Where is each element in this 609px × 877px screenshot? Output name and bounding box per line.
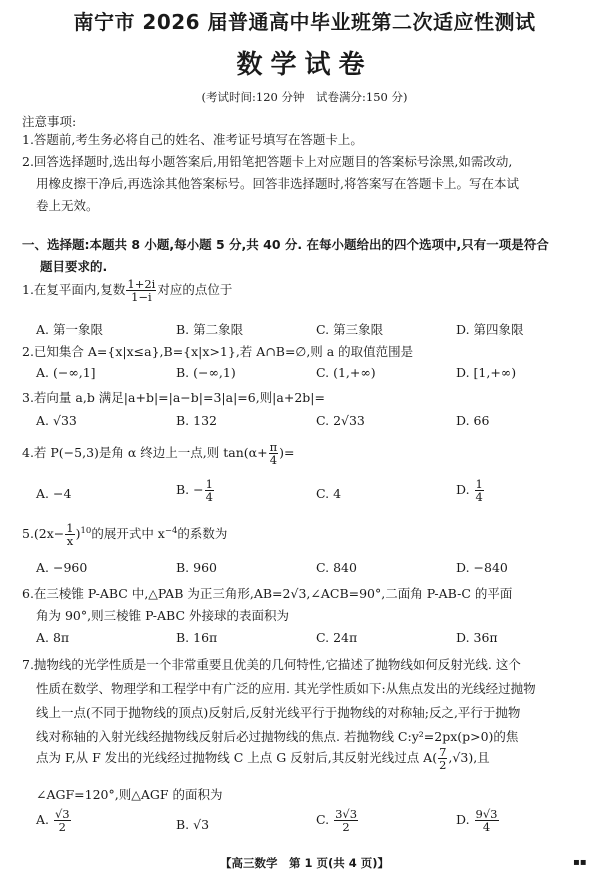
q4-post: )= — [279, 445, 295, 461]
q6-option-c[interactable]: C. 24π — [316, 630, 358, 645]
notice-line-2a: 2.回答选择题时,选出每小题答案后,用铅笔把答题卡上对应题目的答案标号涂黑,如需改动, — [22, 154, 513, 169]
q7-option-b[interactable]: B. √3 — [176, 817, 210, 832]
q1-pre: 1.在复平面内,复数 — [22, 282, 126, 298]
q5-option-d[interactable]: D. −840 — [456, 560, 508, 575]
notice-line-1: 1.答题前,考生务必将自己的姓名、准考证号填写在答题卡上。 — [22, 132, 363, 147]
q4-option-d[interactable]: D. $\frac{1}{4}$ — [456, 477, 483, 505]
q7-option-c[interactable]: C. $\frac{3√3}{2}$ — [316, 807, 358, 835]
q3-option-c[interactable]: C. 2√33 — [316, 413, 365, 428]
question-7-line-4: 线对称轴的入射光线经抛物线反射后必过抛物线的焦点. 若抛物线 C:y²=2px(p>0)的焦 — [36, 729, 519, 744]
q6-option-d[interactable]: D. 36π — [456, 630, 498, 645]
q7-option-d[interactable]: D. $\frac{9√3}{4}$ — [456, 807, 498, 835]
q1-option-b[interactable]: B. 第二象限 — [176, 322, 244, 337]
question-2: 2.已知集合 A={x|x≤a},B={x|x>1},若 A∩B=∅,则 a 的取值范围是 — [22, 344, 414, 359]
q4-fraction: $\frac{\pi}{4}$ — [269, 440, 278, 468]
q4-option-b[interactable]: B. − $\frac{1}{4}$ — [176, 477, 213, 505]
notice-heading: 注意事项: — [22, 114, 77, 129]
q1-post: 对应的点位于 — [157, 282, 233, 298]
q2-option-b[interactable]: B. (−∞,1) — [176, 365, 236, 380]
question-6-line-2: 角为 90°,则三棱锥 P-ABC 外接球的表面积为 — [36, 608, 290, 623]
question-7-line-3: 线上一点(不同于抛物线的顶点)反射后,反射光线平行于抛物线的对称轴;反之,平行于抛物 — [36, 705, 521, 720]
question-5: 5.(2x− $\frac{1}{x}$ )$^{10}$的展开式中 $x^{-4}$的系数为 — [22, 521, 228, 549]
q2-option-c[interactable]: C. (1,+∞) — [316, 365, 376, 380]
q5-fraction: $\frac{1}{x}$ — [66, 521, 74, 549]
q1-option-a[interactable]: A. 第一象限 — [36, 322, 103, 337]
q2-option-d[interactable]: D. [1,+∞) — [456, 365, 517, 380]
question-7-line-1: 7.抛物线的光学性质是一个非常重要且优美的几何特性,它描述了抛物线如何反射光线. 这个 — [22, 657, 521, 672]
exam-title: 南宁市 2026 届普通高中毕业班第二次适应性测试 — [73, 10, 536, 34]
q5-option-b[interactable]: B. 960 — [176, 560, 217, 575]
question-3: 3.若向量 a,b 满足|a+b|=|a−b|=3|a|=6,则|a+2b|= — [22, 390, 325, 405]
notice-line-2c: 卷上无效。 — [36, 198, 99, 213]
question-1 — [22, 278, 232, 303]
subject-title: 数学试卷 — [236, 50, 373, 80]
notice-line-2b: 用橡皮擦干净后,再选涂其他答案标号。回答非选择题时,将答案写在答题卡上。写在本试 — [36, 176, 519, 191]
question-7-line-6: ∠AGF=120°,则△AGF 的面积为 — [36, 787, 223, 802]
exam-info: (考试时间:120 分钟 试卷满分:150 分) — [201, 90, 408, 104]
corner-mark: ▪▪ — [573, 857, 587, 868]
q3-option-b[interactable]: B. 132 — [176, 413, 217, 428]
q6-option-a[interactable]: A. 8π — [36, 630, 70, 645]
question-4 — [22, 441, 295, 466]
q4-option-a[interactable]: A. −4 — [36, 486, 72, 501]
q2-option-a[interactable]: A. (−∞,1] — [36, 365, 96, 380]
q1-fraction: $\frac{1+2i}{1-i}$ — [127, 277, 156, 305]
section-heading-2: 题目要求的. — [40, 259, 108, 274]
q6-option-b[interactable]: B. 16π — [176, 630, 218, 645]
section-heading: 一、选择题:本题共 8 小题,每小题 5 分,共 40 分. 在每小题给出的四个选项中,只有一项是符合 — [22, 237, 549, 252]
q3-option-d[interactable]: D. 66 — [456, 413, 490, 428]
question-7-line-2: 性质在数学、物理学和工程学中有广泛的应用. 其光学性质如下:从焦点发出的光线经过抛物 — [36, 681, 536, 696]
q5-option-c[interactable]: C. 840 — [316, 560, 357, 575]
question-6-line-1: 6.在三棱锥 P-ABC 中,△PAB 为正三角形,AB=2√3,∠ACB=90°,二面角 P-AB-C 的平面 — [22, 586, 513, 601]
q3-option-a[interactable]: A. √33 — [36, 413, 77, 428]
question-7-line-5: 点为 F,从 F 发出的光线经过抛物线 C 上点 G 反射后,其反射光线过点 A( $\frac{7}{2}$ ,√3),且 — [36, 745, 490, 773]
q7-option-a[interactable]: A. $\frac{√3}{2}$ — [36, 807, 70, 835]
page-footer: 【高三数学 第 1 页(共 4 页)】 — [219, 856, 390, 870]
q4-option-c[interactable]: C. 4 — [316, 486, 342, 501]
q4-pre: 4.若 P(−5,3)是角 α 终边上一点,则 tan(α+ — [22, 445, 268, 461]
q1-option-c[interactable]: C. 第三象限 — [316, 322, 384, 337]
q1-option-d[interactable]: D. 第四象限 — [456, 322, 524, 337]
q5-option-a[interactable]: A. −960 — [36, 560, 88, 575]
